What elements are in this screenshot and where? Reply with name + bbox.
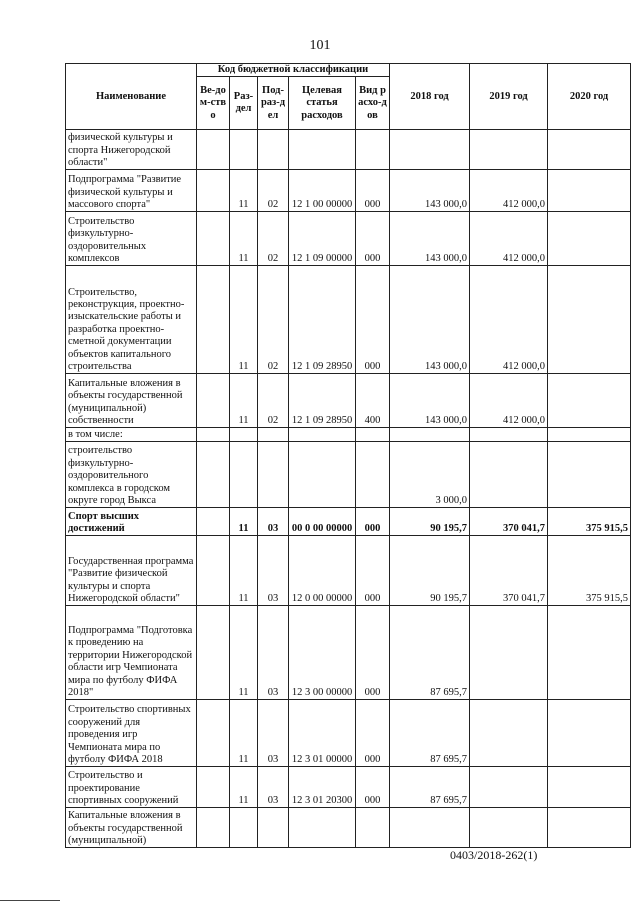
row-vid-cell bbox=[356, 808, 390, 848]
row-target-cell bbox=[289, 130, 356, 170]
row-ved-cell bbox=[197, 266, 230, 374]
row-vid-cell: 000 bbox=[356, 536, 390, 606]
row-ved-cell bbox=[197, 374, 230, 428]
row-razdel-cell: 11 bbox=[230, 606, 258, 700]
row-2018-cell: 90 195,7 bbox=[390, 508, 470, 536]
row-razdel-cell: 11 bbox=[230, 266, 258, 374]
row-name-cell: Строительство спортивных сооружений для проведения игр Чемпионата мира по футболу ФИФА 2018 bbox=[66, 700, 197, 767]
table-row bbox=[66, 508, 631, 536]
row-2018-cell: 3 000,0 bbox=[390, 442, 470, 508]
row-target-cell: 12 3 01 20300 bbox=[289, 767, 356, 808]
row-name-cell: Спорт высших достижений bbox=[66, 508, 197, 536]
row-2019-cell: 412 000,0 bbox=[470, 170, 548, 212]
row-2019-cell bbox=[470, 428, 548, 442]
row-2019-cell: 370 041,7 bbox=[470, 508, 548, 536]
budget-table bbox=[65, 63, 631, 848]
row-podrazdel-cell: 03 bbox=[258, 700, 289, 767]
row-name-cell: Государственная программа "Развитие физической культуры и спорта Нижегородской области" bbox=[66, 536, 197, 606]
row-podrazdel-cell: 02 bbox=[258, 266, 289, 374]
row-2020-cell bbox=[548, 808, 631, 848]
row-2020-cell bbox=[548, 374, 631, 428]
row-razdel-cell: 11 bbox=[230, 170, 258, 212]
row-vid-cell: 000 bbox=[356, 606, 390, 700]
row-target-cell: 12 3 01 00000 bbox=[289, 700, 356, 767]
row-target-cell: 12 1 00 00000 bbox=[289, 170, 356, 212]
row-ved-cell bbox=[197, 808, 230, 848]
row-name-cell: Подпрограмма "Развитие физической культуры и массового спорта" bbox=[66, 170, 197, 212]
row-name-cell: Капитальные вложения в объекты государственной (муниципальной) собственности bbox=[66, 374, 197, 428]
header-podrazdel: Под-раз-дел bbox=[258, 77, 289, 130]
footer-rule bbox=[0, 900, 60, 901]
row-vid-cell: 000 bbox=[356, 212, 390, 266]
row-name-cell: Строительство, реконструкция, проектно-изыскательские работы и разработка проектно-сметной документации объектов капитального строительства bbox=[66, 266, 197, 374]
row-2020-cell bbox=[548, 767, 631, 808]
row-podrazdel-cell: 03 bbox=[258, 606, 289, 700]
row-ved-cell bbox=[197, 130, 230, 170]
header-vid: Вид расхо-дов bbox=[356, 77, 390, 130]
row-2019-cell bbox=[470, 130, 548, 170]
row-target-cell: 12 3 00 00000 bbox=[289, 606, 356, 700]
row-2018-cell bbox=[390, 428, 470, 442]
table-row bbox=[66, 442, 631, 508]
table-row bbox=[66, 212, 631, 266]
row-2018-cell bbox=[390, 808, 470, 848]
row-name-cell: Подпрограмма "Подготовка к проведению на территории Нижегородской области игр Чемпионата мира по футболу ФИФА 2018" bbox=[66, 606, 197, 700]
row-target-cell: 12 1 09 28950 bbox=[289, 374, 356, 428]
row-podrazdel-cell: 02 bbox=[258, 170, 289, 212]
row-2019-cell bbox=[470, 700, 548, 767]
row-2020-cell: 375 915,5 bbox=[548, 508, 631, 536]
row-2018-cell: 143 000,0 bbox=[390, 374, 470, 428]
table-row bbox=[66, 428, 631, 442]
row-2018-cell: 143 000,0 bbox=[390, 266, 470, 374]
row-2020-cell bbox=[548, 700, 631, 767]
row-2018-cell: 143 000,0 bbox=[390, 212, 470, 266]
row-ved-cell bbox=[197, 212, 230, 266]
row-2020-cell bbox=[548, 170, 631, 212]
row-name-cell: физической культуры и спорта Нижегородской области" bbox=[66, 130, 197, 170]
row-2019-cell bbox=[470, 606, 548, 700]
row-podrazdel-cell: 03 bbox=[258, 508, 289, 536]
row-2018-cell: 87 695,7 bbox=[390, 606, 470, 700]
row-ved-cell bbox=[197, 700, 230, 767]
row-ved-cell bbox=[197, 606, 230, 700]
row-2020-cell bbox=[548, 212, 631, 266]
row-razdel-cell bbox=[230, 428, 258, 442]
row-target-cell bbox=[289, 442, 356, 508]
row-2020-cell: 375 915,5 bbox=[548, 536, 631, 606]
row-podrazdel-cell bbox=[258, 442, 289, 508]
row-name-cell: Строительство и проектирование спортивных сооружений bbox=[66, 767, 197, 808]
row-2019-cell: 412 000,0 bbox=[470, 212, 548, 266]
header-ved: Ве-дом-ство bbox=[197, 77, 230, 130]
table-row bbox=[66, 606, 631, 700]
row-razdel-cell bbox=[230, 808, 258, 848]
row-podrazdel-cell bbox=[258, 130, 289, 170]
row-ved-cell bbox=[197, 767, 230, 808]
table-row bbox=[66, 266, 631, 374]
header-code-group: Код бюджетной классификации bbox=[197, 64, 390, 77]
page-number: 101 bbox=[309, 38, 331, 53]
row-vid-cell: 000 bbox=[356, 767, 390, 808]
row-vid-cell: 000 bbox=[356, 170, 390, 212]
row-2018-cell: 87 695,7 bbox=[390, 767, 470, 808]
row-ved-cell bbox=[197, 428, 230, 442]
row-2020-cell bbox=[548, 606, 631, 700]
row-vid-cell: 000 bbox=[356, 266, 390, 374]
row-2019-cell bbox=[470, 767, 548, 808]
row-2018-cell: 87 695,7 bbox=[390, 700, 470, 767]
row-razdel-cell bbox=[230, 442, 258, 508]
row-target-cell bbox=[289, 428, 356, 442]
row-2020-cell bbox=[548, 130, 631, 170]
row-2020-cell bbox=[548, 266, 631, 374]
row-name-cell: в том числе: bbox=[66, 428, 197, 442]
row-name-cell: Строительство физкультурно-оздоровительных комплексов bbox=[66, 212, 197, 266]
row-vid-cell bbox=[356, 428, 390, 442]
row-razdel-cell: 11 bbox=[230, 212, 258, 266]
row-ved-cell bbox=[197, 170, 230, 212]
row-vid-cell bbox=[356, 130, 390, 170]
row-razdel-cell: 11 bbox=[230, 700, 258, 767]
row-name-cell: Капитальные вложения в объекты государственной (муниципальной) bbox=[66, 808, 197, 848]
row-vid-cell: 000 bbox=[356, 700, 390, 767]
row-razdel-cell: 11 bbox=[230, 767, 258, 808]
row-ved-cell bbox=[197, 508, 230, 536]
row-ved-cell bbox=[197, 536, 230, 606]
document-code: 0403/2018-262(1) bbox=[450, 848, 538, 862]
row-2018-cell bbox=[390, 130, 470, 170]
row-target-cell: 12 1 09 00000 bbox=[289, 212, 356, 266]
table-body bbox=[66, 130, 631, 848]
row-razdel-cell: 11 bbox=[230, 508, 258, 536]
row-name-cell: строительство физкультурно-оздоровительного комплекса в городском округе город Выкса bbox=[66, 442, 197, 508]
row-2018-cell: 90 195,7 bbox=[390, 536, 470, 606]
header-2020: 2020 год bbox=[548, 64, 631, 130]
row-razdel-cell: 11 bbox=[230, 536, 258, 606]
table-row bbox=[66, 170, 631, 212]
row-2019-cell: 370 041,7 bbox=[470, 536, 548, 606]
table-row bbox=[66, 808, 631, 848]
row-target-cell bbox=[289, 808, 356, 848]
row-razdel-cell: 11 bbox=[230, 374, 258, 428]
row-podrazdel-cell: 03 bbox=[258, 536, 289, 606]
row-podrazdel-cell bbox=[258, 428, 289, 442]
header-target: Целевая статья расходов bbox=[289, 77, 356, 130]
row-2020-cell bbox=[548, 442, 631, 508]
row-vid-cell: 000 bbox=[356, 508, 390, 536]
table-row bbox=[66, 536, 631, 606]
row-target-cell: 12 1 09 28950 bbox=[289, 266, 356, 374]
row-razdel-cell bbox=[230, 130, 258, 170]
table-header bbox=[66, 64, 631, 130]
header-2018: 2018 год bbox=[390, 64, 470, 130]
row-podrazdel-cell bbox=[258, 808, 289, 848]
header-name: Наименование bbox=[66, 64, 197, 130]
header-2019: 2019 год bbox=[470, 64, 548, 130]
row-target-cell: 00 0 00 00000 bbox=[289, 508, 356, 536]
table-row bbox=[66, 767, 631, 808]
table-row bbox=[66, 700, 631, 767]
row-vid-cell bbox=[356, 442, 390, 508]
row-2019-cell bbox=[470, 442, 548, 508]
table-row bbox=[66, 374, 631, 428]
row-2018-cell: 143 000,0 bbox=[390, 170, 470, 212]
row-ved-cell bbox=[197, 442, 230, 508]
table-row bbox=[66, 130, 631, 170]
header-razdel: Раз-дел bbox=[230, 77, 258, 130]
row-podrazdel-cell: 02 bbox=[258, 374, 289, 428]
row-2019-cell: 412 000,0 bbox=[470, 374, 548, 428]
row-2019-cell: 412 000,0 bbox=[470, 266, 548, 374]
row-podrazdel-cell: 03 bbox=[258, 767, 289, 808]
row-2020-cell bbox=[548, 428, 631, 442]
row-podrazdel-cell: 02 bbox=[258, 212, 289, 266]
row-2019-cell bbox=[470, 808, 548, 848]
row-vid-cell: 400 bbox=[356, 374, 390, 428]
row-target-cell: 12 0 00 00000 bbox=[289, 536, 356, 606]
